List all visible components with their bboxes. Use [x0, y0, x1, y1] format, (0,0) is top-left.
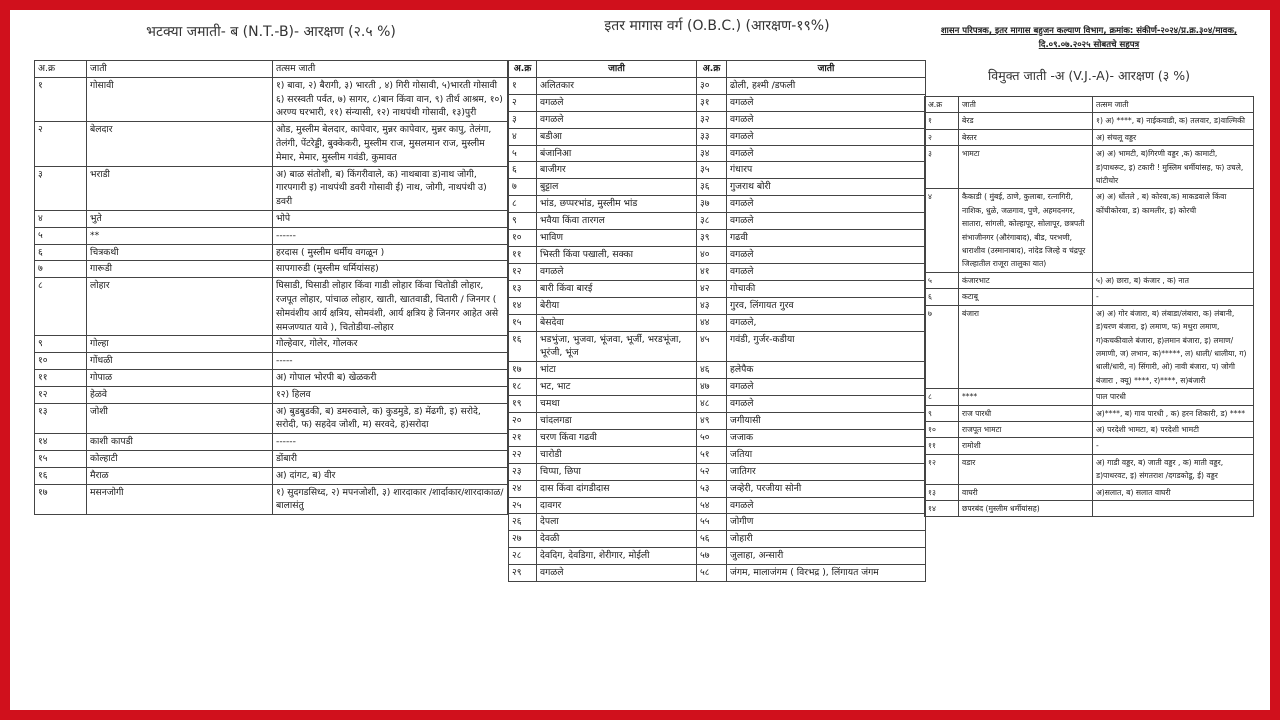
- table-cell: कोल्हाटी: [87, 450, 273, 467]
- table-cell: २०: [509, 413, 537, 430]
- obc-panel: [508, 10, 926, 582]
- table-cell: १२: [925, 454, 959, 484]
- table-cell: **: [87, 227, 273, 244]
- table-cell: ५: [35, 227, 87, 244]
- table-row: [509, 179, 926, 196]
- table-cell: १६: [509, 331, 537, 362]
- table-cell: बंजारा: [959, 305, 1093, 388]
- table-cell: १४: [509, 297, 537, 314]
- table-cell: वगळले: [727, 128, 926, 145]
- notice-block: [924, 24, 1254, 52]
- table-cell: बेस्तर: [959, 129, 1093, 145]
- table-cell: भोपे: [273, 210, 508, 227]
- table-cell: भडभुंजा, भुजवा, भूंजवा, भूर्जी, भरडभूंजा, भूरंजी, भूंज: [537, 331, 697, 362]
- table-cell: ५७: [697, 548, 727, 565]
- table-cell: २५: [509, 497, 537, 514]
- table-cell: ५: [509, 145, 537, 162]
- table-cell: ९: [509, 213, 537, 230]
- table-cell: दावगर: [537, 497, 697, 514]
- table-cell: राज पारधी: [959, 405, 1093, 421]
- table-row: [509, 280, 926, 297]
- table-cell: ४०: [697, 246, 727, 263]
- table-row: [509, 565, 926, 582]
- table-row: [35, 450, 508, 467]
- table-cell: २: [925, 129, 959, 145]
- table-cell: अ) दांगट, ब) वीर: [273, 467, 508, 484]
- table-row: [509, 379, 926, 396]
- table-row: [35, 369, 508, 386]
- table-cell: वगळले: [727, 213, 926, 230]
- table-cell: वगळले: [727, 196, 926, 213]
- table-cell: ५४: [697, 497, 727, 514]
- table-cell: राजपूत भामटा: [959, 421, 1093, 437]
- table-cell: गोसावी: [87, 77, 273, 121]
- table-cell: देवळी: [537, 531, 697, 548]
- vj-a-table-body: [925, 113, 1254, 517]
- table-cell: ४१: [697, 263, 727, 280]
- table-cell: १) अ) ****, ब) नाईकवाडी, क) तलवार, ड)वाल्मिकी: [1093, 113, 1254, 129]
- table-cell: १४: [925, 500, 959, 516]
- table-cell: ४: [509, 128, 537, 145]
- table-cell: गढवी: [727, 230, 926, 247]
- table-cell: वगळले: [727, 396, 926, 413]
- table-row: [509, 145, 926, 162]
- table-cell: डोंबारी: [273, 450, 508, 467]
- table-cell: हरदास ( मुस्लीम धर्मीय वगळून ): [273, 244, 508, 261]
- table-cell: ४३: [697, 297, 727, 314]
- table-cell: ११: [925, 438, 959, 454]
- table-cell: भाविण: [537, 230, 697, 247]
- table-cell: [1093, 500, 1254, 516]
- table-row: [509, 331, 926, 362]
- table-row: [509, 548, 926, 565]
- table-row: [509, 531, 926, 548]
- table-cell: ३९: [697, 230, 727, 247]
- table-cell: १७: [35, 484, 87, 515]
- table-cell: १३: [925, 484, 959, 500]
- table-row: [509, 480, 926, 497]
- table-cell: १०: [925, 421, 959, 437]
- table-cell: देवदिग, देवडिगा, शेरीगार, मोईली: [537, 548, 697, 565]
- table-row: [925, 421, 1254, 437]
- table-cell: बेसदेवा: [537, 314, 697, 331]
- table-cell: बेरड: [959, 113, 1093, 129]
- table-cell: वगळले: [537, 565, 697, 582]
- table-cell: वगळले,: [727, 314, 926, 331]
- table-cell: १५: [35, 450, 87, 467]
- table-cell: बडीआ: [537, 128, 697, 145]
- table-cell: जंगम, मालाजंगम ( विरभद्र ), लिंगायत जंगम: [727, 565, 926, 582]
- table-row: [35, 484, 508, 515]
- table-cell: ६: [509, 162, 537, 179]
- table-cell: ४९: [697, 413, 727, 430]
- table-cell: वगळले: [727, 379, 926, 396]
- table-cell: ३: [509, 111, 537, 128]
- table-header-row: [35, 61, 508, 78]
- table-cell: ९: [925, 405, 959, 421]
- table-cell: अ)सलात, ब) सलात वाघरी: [1093, 484, 1254, 500]
- table-row: [509, 413, 926, 430]
- table-row: [509, 429, 926, 446]
- table-cell: १७: [509, 362, 537, 379]
- table-cell: १९: [509, 396, 537, 413]
- col-header-similar: तत्सम जाती: [273, 61, 508, 78]
- table-cell: जव्हेरी, परजीया सोनी: [727, 480, 926, 497]
- table-row: [35, 467, 508, 484]
- table-cell: वगळले: [727, 111, 926, 128]
- table-row: [925, 189, 1254, 272]
- table-cell: ४५: [697, 331, 727, 362]
- table-cell: रामोशी: [959, 438, 1093, 454]
- table-cell: ३२: [697, 111, 727, 128]
- col-header-caste: जाती: [87, 61, 273, 78]
- table-row: [509, 446, 926, 463]
- table-cell: वगळले: [537, 111, 697, 128]
- table-cell: वगळले: [537, 94, 697, 111]
- obc-title: इतर मागास वर्ग (O.B.C.) (आरक्षण-१९%): [604, 18, 830, 34]
- table-cell: हेळवे: [87, 386, 273, 403]
- table-cell: ४४: [697, 314, 727, 331]
- table-row: [509, 128, 926, 145]
- table-row: [509, 396, 926, 413]
- table-cell: ५) अ) छारा, ब) कंजार , क) नात: [1093, 272, 1254, 288]
- table-cell: देपला: [537, 514, 697, 531]
- table-cell: २२: [509, 446, 537, 463]
- document-sheet: [10, 10, 1270, 710]
- table-cell: १०: [35, 353, 87, 370]
- table-cell: गंधारप: [727, 162, 926, 179]
- table-cell: ५१: [697, 446, 727, 463]
- table-cell: १४: [35, 434, 87, 451]
- table-cell: छपरबंद (मुस्लीम धर्मीयांसह): [959, 500, 1093, 516]
- table-cell: १: [925, 113, 959, 129]
- table-cell: अ) गोपाल भोरपी ब) खेळकरी: [273, 369, 508, 386]
- table-cell: ढोली, हश्मी /डफली: [727, 77, 926, 94]
- table-cell: काशी कापडी: [87, 434, 273, 451]
- table-cell: १८: [509, 379, 537, 396]
- table-cell: पाल पारधी: [1093, 389, 1254, 405]
- table-cell: १२: [509, 263, 537, 280]
- table-cell: १३: [509, 280, 537, 297]
- table-cell: १: [35, 77, 87, 121]
- table-cell: अ) बुडबुडकी, ब) डमरुवाले, क) कुडमुडे, ड) मेंढगी, इ) सरोदे, सरोदी, फ) सहदेव जोशी, म) सरवदे, ह)सरोदा: [273, 403, 508, 434]
- table-cell: वगळले: [727, 263, 926, 280]
- table-cell: बंजानिआ: [537, 145, 697, 162]
- table-cell: ४६: [697, 362, 727, 379]
- table-cell: ५२: [697, 463, 727, 480]
- table-row: [925, 113, 1254, 129]
- table-cell: गोंधळी: [87, 353, 273, 370]
- table-row: [925, 484, 1254, 500]
- table-cell: २७: [509, 531, 537, 548]
- table-cell: ५३: [697, 480, 727, 497]
- table-cell: ७: [925, 305, 959, 388]
- table-cell: वगळले: [537, 263, 697, 280]
- col-header-sr: अ.क्र: [925, 97, 959, 113]
- table-cell: जोहारी: [727, 531, 926, 548]
- table-row: [509, 463, 926, 480]
- table-cell: १: [509, 77, 537, 94]
- table-cell: वगळले: [727, 94, 926, 111]
- table-cell: भिस्ती किंवा पखाली, सक्का: [537, 246, 697, 263]
- table-cell: अ) अ) भामटी, ब)गिरणी वड्डर ,क) कामाटी, ड)पाथरूट, इ) टकारी ! मुस्लिम धर्मीयांसह, फ) उचले, घांटीचोर: [1093, 146, 1254, 189]
- table-cell: जजाक: [727, 429, 926, 446]
- table-cell: भराडी: [87, 166, 273, 210]
- nt-b-panel: [34, 10, 508, 515]
- table-row: [509, 162, 926, 179]
- table-row: [509, 213, 926, 230]
- table-cell: २३: [509, 463, 537, 480]
- table-cell: -----: [273, 353, 508, 370]
- table-cell: जातिगर: [727, 463, 926, 480]
- table-cell: ३८: [697, 213, 727, 230]
- table-row: [925, 405, 1254, 421]
- table-row: [35, 261, 508, 278]
- table-row: [925, 454, 1254, 484]
- table-cell: वगळले: [727, 246, 926, 263]
- table-row: [509, 246, 926, 263]
- table-cell: ओड, मुस्लीम बेलदार, कापेवार, मुन्नर कापेवार, मुन्नर कापु, तेलंगा, तेलंगी, पेंटरेड्डी, बुक्केकरी, मुस्लीम राज, मुसलमान राज, मुस्लीम मेमार, मेमार, मुस्लीम गवंडी, कुमावत: [273, 122, 508, 166]
- table-cell: ७: [509, 179, 537, 196]
- table-cell: २४: [509, 480, 537, 497]
- table-cell: ५६: [697, 531, 727, 548]
- table-cell: १२) हिलव: [273, 386, 508, 403]
- col-header-caste: जाती: [959, 97, 1093, 113]
- col-header-caste-1: जाती: [537, 61, 697, 78]
- table-cell: १) सुदगडसिध्द, २) मपनजोशी, ३) शारदाकार /शार्दाकार/शारदाकाळ/बालासंतु: [273, 484, 508, 515]
- table-cell: भांटा: [537, 362, 697, 379]
- table-cell: चित्रकथी: [87, 244, 273, 261]
- table-cell: ३६: [697, 179, 727, 196]
- table-cell: गारूडी: [87, 261, 273, 278]
- table-cell: मैराळ: [87, 467, 273, 484]
- table-cell: १२: [35, 386, 87, 403]
- table-cell: जुलाहा, अन्सारी: [727, 548, 926, 565]
- table-row: [35, 403, 508, 434]
- table-cell: ३३: [697, 128, 727, 145]
- table-cell: भांड, छप्परभांड, मुस्लीम भांड: [537, 196, 697, 213]
- table-row: [925, 389, 1254, 405]
- table-cell: लोहार: [87, 278, 273, 336]
- notice-line-2: दि.०९.०७.२०२५ सोबतचे सहपत्र: [1038, 40, 1140, 50]
- table-cell: बेलदार: [87, 122, 273, 166]
- table-cell: दास किंवा दांगडीदास: [537, 480, 697, 497]
- table-cell: बुट्टाल: [537, 179, 697, 196]
- table-cell: चरण किंवा गढवी: [537, 429, 697, 446]
- table-cell: गुजराथ बोरी: [727, 179, 926, 196]
- obc-table: [508, 60, 926, 582]
- table-cell: गवंडी, गुर्जर-कडीया: [727, 331, 926, 362]
- table-row: [925, 129, 1254, 145]
- table-cell: ६: [925, 289, 959, 305]
- table-row: [925, 438, 1254, 454]
- nt-b-table: [34, 60, 508, 515]
- table-cell: २१: [509, 429, 537, 446]
- vj-a-title: विमुक्त जाती -अ (V.J.-A)- आरक्षण (३ %): [988, 68, 1190, 83]
- table-cell: जोशी: [87, 403, 273, 434]
- table-row: [35, 77, 508, 121]
- table-cell: कंजारभाट: [959, 272, 1093, 288]
- table-cell: ४७: [697, 379, 727, 396]
- table-row: [925, 146, 1254, 189]
- table-row: [509, 230, 926, 247]
- table-cell: चांदलगडा: [537, 413, 697, 430]
- table-row: [35, 122, 508, 166]
- table-cell: अलितकार: [537, 77, 697, 94]
- table-cell: अ) अ) गोर बंजारा, ब) लंबाडा/लंबारा, क) लंबानी, ड)चरण बंजारा, इ) लमाण, फ) मथुरा लमाण, ग)कचकीवाले बंजारा, ह)लमान बंजारा, इ) लमाण/लमाणी, ज) लभान, क)*****, ल) धाली/ धालीया, ग) धाली/धारी, न) सिंगारी, ओ) नावी बंजारा, प) जोगी बंजारा , क्यू) ****, र)****, स)बंजारी: [1093, 305, 1254, 388]
- table-row: [509, 514, 926, 531]
- table-cell: अ) संचलू वड्डर: [1093, 129, 1254, 145]
- table-cell: १५: [509, 314, 537, 331]
- table-cell: ३४: [697, 145, 727, 162]
- table-cell: ५: [925, 272, 959, 288]
- table-cell: २६: [509, 514, 537, 531]
- table-cell: ------: [273, 434, 508, 451]
- table-cell: ५०: [697, 429, 727, 446]
- table-cell: १०: [509, 230, 537, 247]
- table-cell: अ) गाडी वड्डर, ब) जाती वड्डर , क) माती वड्डर, ड)पाथरवट, इ) संगतराश /दगडकोडू, ई) वड्डर: [1093, 454, 1254, 484]
- table-row: [925, 305, 1254, 388]
- table-cell: ३: [925, 146, 959, 189]
- table-header-row: [509, 61, 926, 78]
- table-cell: -: [1093, 289, 1254, 305]
- table-cell: ११: [509, 246, 537, 263]
- obc-table-body: [509, 77, 926, 581]
- table-cell: कटाबू: [959, 289, 1093, 305]
- table-cell: १३: [35, 403, 87, 434]
- table-cell: ८: [35, 278, 87, 336]
- table-row: [35, 244, 508, 261]
- table-cell: चारोडी: [537, 446, 697, 463]
- table-cell: बारी किंवा बारई: [537, 280, 697, 297]
- col-header-sr-1: अ.क्र: [509, 61, 537, 78]
- table-row: [509, 77, 926, 94]
- table-cell: ५५: [697, 514, 727, 531]
- table-row: [925, 289, 1254, 305]
- table-cell: -: [1093, 438, 1254, 454]
- table-cell: ७: [35, 261, 87, 278]
- col-header-sr-2: अ.क्र: [697, 61, 727, 78]
- table-cell: ३: [35, 166, 87, 210]
- col-header-similar: तत्सम जाती: [1093, 97, 1254, 113]
- table-cell: चिप्पा, छिपा: [537, 463, 697, 480]
- table-cell: २९: [509, 565, 537, 582]
- table-row: [925, 272, 1254, 288]
- table-cell: ८: [925, 389, 959, 405]
- table-cell: भवैया किंवा तारगल: [537, 213, 697, 230]
- table-cell: ६: [35, 244, 87, 261]
- table-cell: ११: [35, 369, 87, 386]
- table-row: [509, 263, 926, 280]
- table-cell: ४२: [697, 280, 727, 297]
- table-cell: जतिया: [727, 446, 926, 463]
- table-cell: सापगारुडी (मुस्लीम धर्मियांसह): [273, 261, 508, 278]
- table-cell: ८: [509, 196, 537, 213]
- table-cell: ****: [959, 389, 1093, 405]
- table-cell: चमथा: [537, 396, 697, 413]
- table-cell: अ) बाळ संतोशी, ब) किंगरीवाले, क) नाथबावा ड)नाथ जोगी, गारपगारी इ) नाथपंथी डवरी गोसावी ई) नाथ, जोगी, नाथपंथी उ) डवरी: [273, 166, 508, 210]
- table-cell: भट, भाट: [537, 379, 697, 396]
- table-row: [35, 434, 508, 451]
- table-row: [35, 336, 508, 353]
- table-row: [509, 497, 926, 514]
- table-cell: २: [35, 122, 87, 166]
- table-row: [35, 278, 508, 336]
- table-row: [35, 227, 508, 244]
- nt-b-table-body: [35, 77, 508, 514]
- table-cell: जोगीण: [727, 514, 926, 531]
- table-row: [509, 314, 926, 331]
- table-cell: अ) परदेशी भामटा, ब) परदेशी भामटी: [1093, 421, 1254, 437]
- table-cell: ३०: [697, 77, 727, 94]
- nt-b-title: भटक्या जमाती- ब (N.T.-B)- आरक्षण (२.५ %): [146, 24, 396, 40]
- col-header-sr: अ.क्र: [35, 61, 87, 78]
- table-header-row: [925, 97, 1254, 113]
- table-cell: १) बावा, २) बैरागी, ३) भारती , ४) गिरी गोसावी, ५)भारती गोसावी ६) सरस्वती पर्वत, ७) सागर, ८)बान किंवा वान, ९) तीर्थ आश्रम, १०) अरण्य घरभारी, ११) संन्यासी, १२) नाथपंथी गोसावी, १३)पुरी: [273, 77, 508, 121]
- table-row: [35, 353, 508, 370]
- table-cell: अ) अ) धोंतले , ब) कोरवा,क) माकडवाले किंवा कोंचीकोरवा, ड) कामलीर, इ) कोरची: [1093, 189, 1254, 272]
- table-row: [35, 386, 508, 403]
- notice-line-1: शासन परिपत्रक, इतर मागास बहुजन कल्याण विभाग, क्रमांक: संकीर्ण-२०२४/प्र.क्र.३०४/मावक,: [940, 26, 1238, 36]
- table-row: [35, 166, 508, 210]
- table-cell: मसनजोगी: [87, 484, 273, 515]
- table-cell: वगळले: [727, 145, 926, 162]
- table-cell: ४: [925, 189, 959, 272]
- table-cell: ३७: [697, 196, 727, 213]
- table-cell: वडार: [959, 454, 1093, 484]
- table-cell: २: [509, 94, 537, 111]
- table-cell: ३५: [697, 162, 727, 179]
- table-cell: ४: [35, 210, 87, 227]
- table-cell: हलेपैक: [727, 362, 926, 379]
- table-cell: २८: [509, 548, 537, 565]
- table-cell: भुते: [87, 210, 273, 227]
- table-cell: बाजीगर: [537, 162, 697, 179]
- table-row: [35, 210, 508, 227]
- table-cell: गोल्हेवार, गोलेर, गोलकर: [273, 336, 508, 353]
- table-cell: ४८: [697, 396, 727, 413]
- table-cell: कैकाडी ( मुंबई, ठाणे, कुलाबा, रत्नागिरी, नाशिक, धुळे, जळगाव, पुणे, अहमदनगर, सातारा, सांगली, कोल्हापूर, सोलापूर, छत्रपती संभाजीनगर (औरंगाबाद), बीड, परभणी, धाराशीव (उस्मानाबाद), नांदेड जिल्हे व चंद्रपूर जिल्हातील राजूरा तालुका यात): [959, 189, 1093, 272]
- table-cell: ५८: [697, 565, 727, 582]
- table-row: [509, 111, 926, 128]
- table-row: [509, 94, 926, 111]
- vj-a-panel: [924, 10, 1254, 517]
- table-cell: ९: [35, 336, 87, 353]
- table-cell: गोचाकी: [727, 280, 926, 297]
- table-cell: भामटा: [959, 146, 1093, 189]
- table-row: [509, 362, 926, 379]
- table-cell: जगीयासी: [727, 413, 926, 430]
- table-cell: घिसाडी, घिसाडी लोहार किंवा गाडी लोहार किंवा चितोडी लोहार, रजपूत लोहार, पांचाळ लोहार, खाती, खातवाडी, चितारी / जिनगर ( सोमवंशीय आर्य क्षत्रिय, सोमवंशी, आर्य क्षत्रिय हे जिनगर आहेत असे समजण्यात यावे ), चितोडीया-लोहार: [273, 278, 508, 336]
- table-cell: १६: [35, 467, 87, 484]
- table-row: [509, 196, 926, 213]
- table-row: [509, 297, 926, 314]
- table-cell: गोल्हा: [87, 336, 273, 353]
- table-cell: वाघरी: [959, 484, 1093, 500]
- table-cell: अ)****, ब) गाव पारधी , क) हरन शिकारी, ड) ****: [1093, 405, 1254, 421]
- table-cell: ३१: [697, 94, 727, 111]
- table-cell: बेरीया: [537, 297, 697, 314]
- col-header-caste-2: जाती: [727, 61, 926, 78]
- vj-a-table: [924, 96, 1254, 517]
- table-row: [925, 500, 1254, 516]
- table-cell: गुरव, लिंगायत गुरव: [727, 297, 926, 314]
- table-cell: ------: [273, 227, 508, 244]
- table-cell: वगळले: [727, 497, 926, 514]
- table-cell: गोपाळ: [87, 369, 273, 386]
